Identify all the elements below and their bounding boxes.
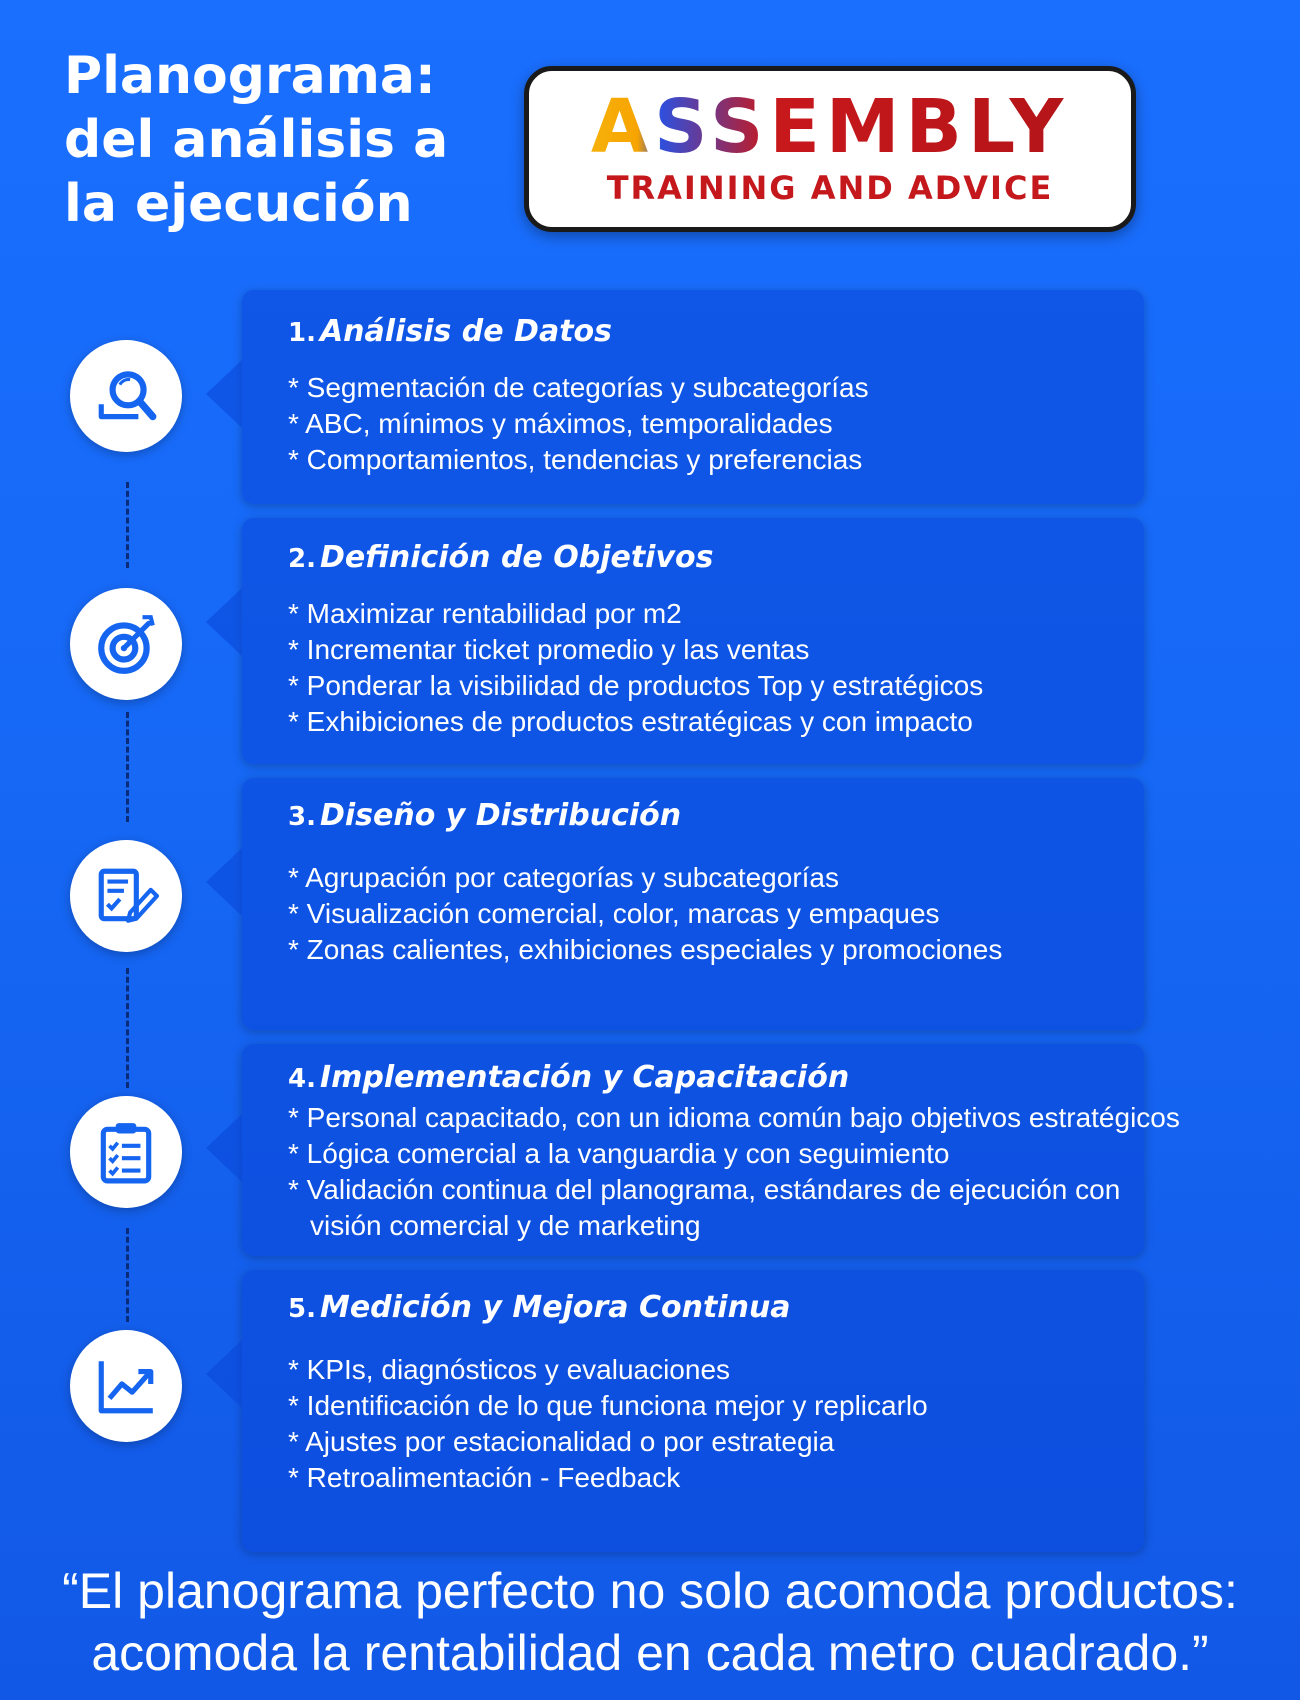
document-pencil-icon <box>93 863 159 929</box>
timeline-connector <box>126 482 129 568</box>
step-heading <box>288 1060 849 1095</box>
timeline-connector <box>126 968 129 1088</box>
step-bullets <box>288 1352 928 1496</box>
step-number: 2. <box>288 544 316 574</box>
title-line: la ejecución <box>64 174 413 234</box>
step-title: Análisis de Datos <box>319 314 613 349</box>
list-item: * Comportamientos, tendencias y preferencias <box>288 444 863 475</box>
step-1-icon-badge <box>70 340 182 452</box>
list-item: * Ponderar la visibilidad de productos Top y estratégicos <box>288 670 984 701</box>
list-item: * Validación continua del planograma, estándares de ejecución con <box>288 1174 1121 1205</box>
step-2-icon-badge <box>70 588 182 700</box>
step-heading <box>288 798 681 833</box>
step-title: Implementación y Capacitación <box>319 1060 850 1095</box>
list-item: * Identificación de lo que funciona mejor y replicarlo <box>288 1390 928 1421</box>
list-item: * KPIs, diagnósticos y evaluaciones <box>288 1354 731 1385</box>
quote-line: acomoda la rentabilidad en cada metro cuadrado.” <box>91 1625 1209 1681</box>
timeline-connector <box>126 712 129 822</box>
step-card-1 <box>242 290 1144 504</box>
step-number: 4. <box>288 1064 316 1094</box>
logo-wordmark: ASSEMBLY <box>529 85 1131 169</box>
list-item: visión comercial y de marketing <box>310 1210 701 1241</box>
step-number: 1. <box>288 318 316 348</box>
trend-chart-icon <box>93 1353 159 1419</box>
list-item: * Segmentación de categorías y subcategorías <box>288 372 869 403</box>
list-item: * Exhibiciones de productos estratégicas y con impacto <box>288 706 973 737</box>
clipboard-checklist-icon <box>93 1119 159 1185</box>
magnifier-icon <box>93 363 159 429</box>
list-item: * Personal capacitado, con un idioma común bajo objetivos estratégicos <box>288 1102 1180 1133</box>
list-item: * Ajustes por estacionalidad o por estrategia <box>288 1426 835 1457</box>
step-title: Medición y Mejora Continua <box>319 1290 791 1325</box>
step-title: Diseño y Distribución <box>319 798 682 833</box>
step-heading <box>288 314 612 349</box>
assembly-logo <box>524 66 1136 232</box>
step-heading <box>288 540 713 575</box>
list-item: * Incrementar ticket promedio y las ventas <box>288 634 810 665</box>
title-line: Planograma: <box>64 46 436 106</box>
logo-tagline: TRAINING AND ADVICE <box>606 169 1054 207</box>
list-item: * Maximizar rentabilidad por m2 <box>288 598 682 629</box>
list-item: * Lógica comercial a la vanguardia y con seguimiento <box>288 1138 950 1169</box>
step-card-3 <box>242 778 1144 1030</box>
step-number: 3. <box>288 802 316 832</box>
step-card-4 <box>242 1044 1180 1256</box>
step-card-5 <box>242 1270 1144 1552</box>
step-bullets <box>288 596 983 740</box>
step-bullets <box>288 860 1002 968</box>
list-item: * Zonas calientes, exhibiciones especiales y promociones <box>288 934 1003 965</box>
step-3-icon-badge <box>70 840 182 952</box>
list-item: * ABC, mínimos y máximos, temporalidades <box>288 408 833 439</box>
title-line: del análisis a <box>64 110 449 170</box>
step-number: 5. <box>288 1294 316 1324</box>
step-card-2 <box>242 518 1144 764</box>
quote-line: “El planograma perfecto no solo acomoda productos: <box>62 1563 1238 1619</box>
target-icon <box>93 611 159 677</box>
step-heading <box>288 1290 791 1325</box>
step-bullets <box>288 370 869 478</box>
step-bullets <box>288 1100 1180 1244</box>
timeline-connector <box>126 1228 129 1322</box>
step-5-icon-badge <box>70 1330 182 1442</box>
list-item: * Retroalimentación - Feedback <box>288 1462 681 1493</box>
page-title <box>64 44 484 236</box>
step-4-icon-badge <box>70 1096 182 1208</box>
step-title: Definición de Objetivos <box>319 540 714 575</box>
list-item: * Agrupación por categorías y subcategorías <box>288 862 840 893</box>
list-item: * Visualización comercial, color, marcas y empaques <box>288 898 940 929</box>
closing-quote <box>0 1560 1300 1684</box>
